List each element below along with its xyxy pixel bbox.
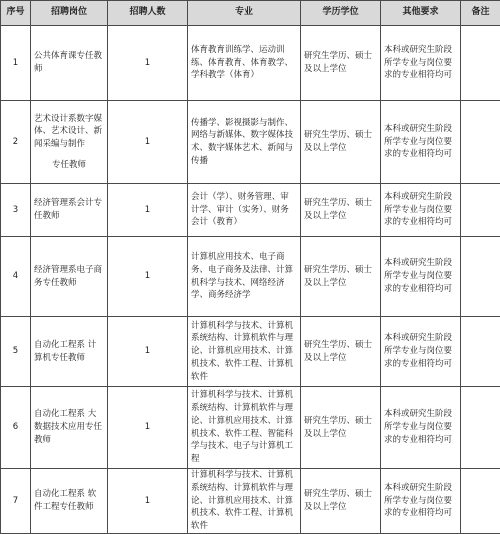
row-other: 本科或研究生阶段所学专业与岗位要求的专业相符均可 [381,237,461,317]
row-major: 计算机应用技术、电子商务、电子商务及法律、计算机科学与技术、网络经济学、商务经济学 [188,237,301,317]
row-remark [461,101,500,184]
row-count: 1 [108,387,188,469]
table-row [1,469,500,534]
row-position: 自动化工程系 软件工程专任教师 [31,469,108,534]
row-education: 研究生学历、硕士及以上学位 [301,184,381,237]
row-count: 1 [108,101,188,184]
row-major: 计算机科学与技术、计算机系统结构、计算机软件与理论、计算机应用技术、计算机技术、软件工程、智能科学与技术、电子与计算机工程 [188,387,301,469]
row-education: 研究生学历、硕士及以上学位 [301,387,381,469]
table-body [1,26,500,534]
row-seq: 6 [1,387,31,469]
row-seq: 7 [1,469,31,534]
row-education: 研究生学历、硕士及以上学位 [301,317,381,387]
row-other: 本科或研究生阶段所学专业与岗位要求的专业相符均可 [381,101,461,184]
row-remark [461,317,500,387]
row-seq: 3 [1,184,31,237]
table-header [1,1,500,26]
row-remark [461,184,500,237]
row-remark [461,26,500,101]
row-position: 经济管理系会计专任教师 [31,184,108,237]
row-count: 1 [108,26,188,101]
row-count: 1 [108,317,188,387]
row-other: 本科或研究生阶段所学专业与岗位要求的专业相符均可 [381,26,461,101]
row-education: 研究生学历、硕士及以上学位 [301,237,381,317]
row-position [31,101,108,184]
header-seq: 序号 [1,1,31,26]
row-other: 本科或研究生阶段所学专业与岗位要求的专业相符均可 [381,317,461,387]
row-other: 本科或研究生阶段所学专业与岗位要求的专业相符均可 [381,387,461,469]
row-position: 公共体育课专任教师 [31,26,108,101]
row-position-sub: 专任教师 [34,159,104,172]
table-row [1,184,500,237]
row-remark [461,237,500,317]
row-position: 自动化工程系 大数据技术应用专任教师 [31,387,108,469]
row-position: 自动化工程系 计算机专任教师 [31,317,108,387]
row-major: 会计（学）、财务管理、审计学、审计（实务）、财务会计（教育） [188,184,301,237]
table-row [1,387,500,469]
row-position: 经济管理系电子商务专任教师 [31,237,108,317]
table-row [1,237,500,317]
table-row [1,317,500,387]
row-major: 体育教育训练学、运动训练、体育教育、体育教学、学科教学（体育） [188,26,301,101]
row-count: 1 [108,237,188,317]
header-remark: 备注 [461,1,500,26]
row-seq: 2 [1,101,31,184]
row-other: 本科或研究生阶段所学专业与岗位要求的专业相符均可 [381,184,461,237]
row-education: 研究生学历、硕士及以上学位 [301,101,381,184]
header-position: 招聘岗位 [31,1,108,26]
row-education: 研究生学历、硕士及以上学位 [301,26,381,101]
header-other: 其他要求 [381,1,461,26]
header-row [1,1,500,26]
row-education: 研究生学历、硕士及以上学位 [301,469,381,534]
row-seq: 4 [1,237,31,317]
header-major: 专业 [188,1,301,26]
row-count: 1 [108,184,188,237]
header-count: 招聘人数 [108,1,188,26]
row-count: 1 [108,469,188,534]
row-seq: 1 [1,26,31,101]
row-major: 传播学、影视摄影与制作、网络与新媒体、数字媒体技术、数字媒体艺术、新闻与传播 [188,101,301,184]
row-remark [461,469,500,534]
row-remark [461,387,500,469]
table-row [1,101,500,184]
row-major: 计算机科学与技术、计算机系统结构、计算机软件与理论、计算机应用技术、计算机技术、软件工程、计算机软件 [188,317,301,387]
header-education: 学历学位 [301,1,381,26]
row-seq: 5 [1,317,31,387]
row-position-main: 艺术设计系数字媒体、艺术设计、新闻采编与制作 [34,114,102,150]
table-row [1,26,500,101]
row-other: 本科或研究生阶段所学专业与岗位要求的专业相符均可 [381,469,461,534]
row-major: 计算机科学与技术、计算机系统结构、计算机软件与理论、计算机应用技术、计算机技术、软件工程、计算机软件 [188,469,301,534]
